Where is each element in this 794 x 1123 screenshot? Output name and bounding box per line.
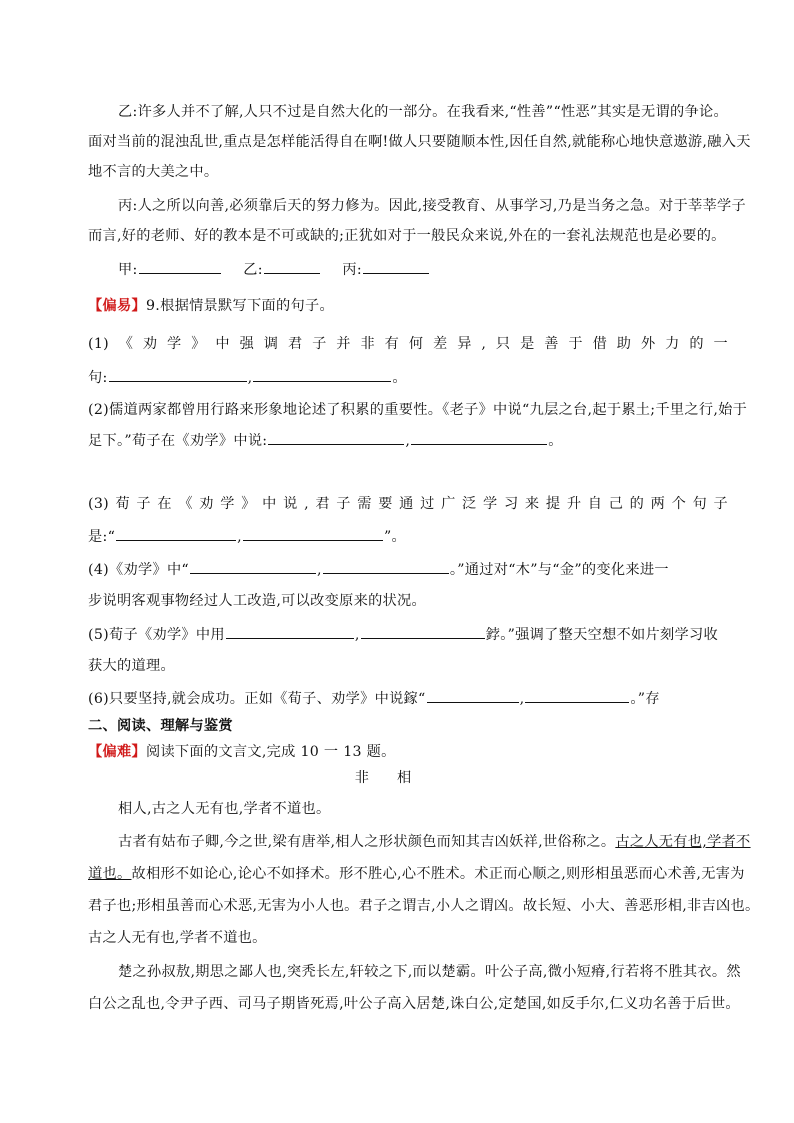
- comma: ,: [247, 370, 253, 386]
- q9-4-prefix: (4)《劝学》中“: [88, 562, 189, 578]
- answer-label-jia: 甲:: [118, 262, 138, 278]
- q9-6-blank-2[interactable]: [525, 688, 629, 703]
- para-yi-line-2: 面对当前的混浊乱世,重点是怎样能活得自在啊!做人只要随顺本性,因任自然,就能称心地快意遨游,融入天: [88, 134, 751, 150]
- q9-4-blank-2[interactable]: [323, 559, 449, 574]
- passage-title: 非相: [354, 770, 440, 786]
- q9-2-blank-2[interactable]: [411, 430, 547, 445]
- answer-label-yi: 乙:: [243, 262, 263, 278]
- para-bing-line-1: 丙:人之所以向善,必须靠后天的努力修为。因此,接受教育、从事学习,乃是当务之急。对于莘莘学子: [118, 198, 746, 214]
- passage-p3-line-2: 白公之乱也,令尹子西、司马子期皆死焉,叶公子高入居楚,诛白公,定楚国,如反手尔,仁义功名善于后世。: [88, 996, 740, 1012]
- passage-p1: 相人,古之人无有也,学者不道也。: [118, 801, 331, 817]
- q9-5-blank-1[interactable]: [226, 624, 354, 639]
- q9-4-line-2: 步说明客观事物经过人工改造,可以改变原来的状况。: [88, 593, 427, 609]
- answer-row: [118, 259, 728, 280]
- q9-5-line-1: [88, 624, 728, 645]
- passage-text: 古者有姑布子卿,今之世,梁有唐举,相人之形状颜色而知其吉凶妖祥,世俗称之。: [118, 834, 616, 850]
- q9-1-prefix: 句:: [88, 370, 108, 386]
- answer-blank-bing[interactable]: [363, 259, 429, 274]
- para-bing-line-2: 而言,好的老师、好的教本是不可或缺的;正犹如对于一般民众来说,外在的一套礼法规范也是必要的。: [88, 228, 726, 244]
- q10-heading: [88, 742, 728, 762]
- passage-p3-line-1: 楚之孙叔敖,期思之鄙人也,突秃长左,轩较之下,而以楚霸。叶公子高,微小短瘠,行若将不胜其衣。然: [118, 964, 741, 980]
- q9-6-prefix: (6)只要坚持,就会成功。正如《荀子、劝学》中说鎵“: [88, 691, 426, 707]
- q9-3-line-2: [88, 526, 728, 547]
- answer-label-bing: 丙:: [342, 262, 362, 278]
- q9-1-line-1: (1)《劝学》中强调君子并非有何差异,只是善于借助外力的一: [88, 336, 728, 352]
- underlined-text: 古之人无有也,学者不: [615, 834, 751, 850]
- section-heading: 二、阅读、理解与鉴赏: [88, 718, 233, 734]
- q9-1-blank-2[interactable]: [253, 367, 391, 382]
- difficulty-tag: 【偏难】: [88, 744, 146, 760]
- q9-2-prefix: 足下。”荀子在《劝学》中说:: [88, 433, 268, 449]
- period: 。: [392, 370, 407, 386]
- passage-p2-line-1: [118, 832, 751, 852]
- period: 。: [548, 433, 563, 449]
- q9-1-blank-1[interactable]: [109, 367, 247, 382]
- comma: ,: [405, 433, 411, 449]
- q9-4-line-1: [88, 559, 728, 580]
- q9-2-blank-1[interactable]: [268, 430, 404, 445]
- q9-5-suffix: 鋍。”强调了整天空想不如片刻学习收: [485, 627, 718, 643]
- q9-3-line-1: (3)荀子在《劝学》中说,君子需要通过广泛学习来提升自己的两个句子: [88, 496, 728, 512]
- q9-2-line-1: (2)儒道两家都曾用行路来形象地论述了积累的重要性。《老子》中说“九层之台,起于累土;千里之行,始于: [88, 402, 748, 418]
- passage-p2-line-4: 古之人无有也,学者不道也。: [88, 930, 267, 946]
- answer-blank-jia[interactable]: [139, 259, 221, 274]
- difficulty-tag: 【偏易】: [88, 298, 146, 314]
- q9-6-blank-1[interactable]: [427, 688, 519, 703]
- q10-stem: 阅读下面的文言文,完成 10 一 13 题。: [145, 744, 396, 760]
- q9-heading: [88, 296, 728, 316]
- underlined-text: 道也。: [88, 866, 132, 882]
- q9-5-blank-2[interactable]: [361, 624, 485, 639]
- comma: ,: [237, 529, 242, 545]
- q9-5-prefix: (5)荀子《劝学》中用: [88, 627, 225, 643]
- comma: ,: [354, 627, 360, 643]
- para-yi-line-3: 地不言的大美之中。: [88, 164, 219, 180]
- answer-blank-yi[interactable]: [264, 259, 320, 274]
- q9-4-suffix: 。”通过对“木”与“金”的变化来进一: [449, 562, 669, 578]
- passage-text: 故相形不如论心,论心不如择术。形不胜心,心不胜术。术正而心顺之,则形相虽恶而心术善,无害为: [131, 866, 745, 882]
- q9-6-line-1: [88, 688, 728, 709]
- q9-1-line-2: [88, 367, 728, 388]
- q9-3-suffix: ”。: [383, 529, 406, 545]
- q9-stem: 9.根据情景默写下面的句子。: [145, 298, 334, 314]
- q9-3-blank-2[interactable]: [243, 526, 383, 541]
- q9-4-blank-1[interactable]: [190, 559, 316, 574]
- comma: ,: [317, 562, 322, 578]
- passage-p2-line-2: [88, 864, 745, 884]
- passage-p2-line-3: 君子也;形相虽善而心术恶,无害为小人也。君子之谓吉,小人之谓凶。故长短、小大、善恶形相,非吉凶也。: [88, 898, 760, 914]
- q9-5-line-2: 获大的道理。: [88, 658, 175, 674]
- q9-3-prefix: 是:“: [88, 529, 116, 545]
- para-yi-line-1: 乙:许多人并不了解,人只不过是自然大化的一部分。在我看来,“性善”“性恶”其实是无谓的争论。: [118, 104, 728, 120]
- q9-2-line-2: [88, 430, 728, 451]
- q9-6-suffix: 。”存: [630, 691, 660, 707]
- q9-3-blank-1[interactable]: [116, 526, 236, 541]
- comma: ,: [519, 691, 525, 707]
